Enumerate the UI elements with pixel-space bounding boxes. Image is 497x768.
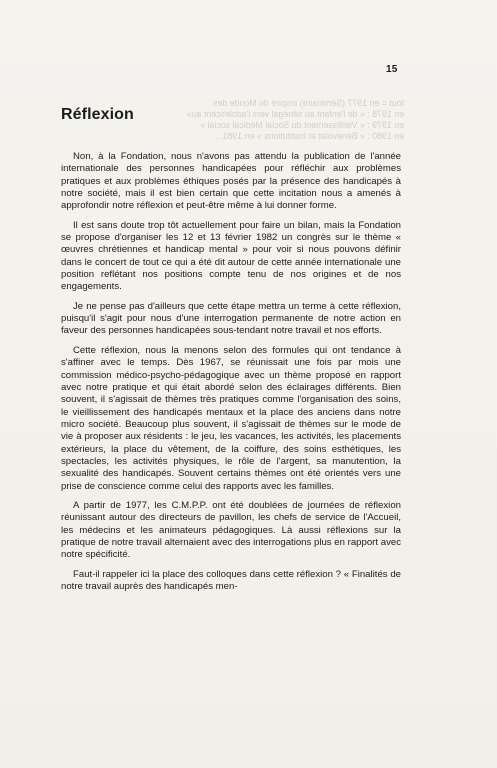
paragraph-1: Non, à la Fondation, nous n'avons pas attendu la publication de l'année internationale des personnes handicapées pour réfléchir aux problèmes pratiques et aux problèmes éthiques posés par la présence des handicapés à notre société, mais il est bien certain que cette incitation nous a amenés à approfondir notre réflexion et peut-être même à lui donner forme. <box>61 151 401 212</box>
bleed-line: en 1979 : « Vieillissement du Social Médical social » <box>200 120 404 130</box>
body-text <box>61 151 401 593</box>
paragraph-3: Je ne pense pas d'ailleurs que cette étape mettra un terme à cette réflexion, puisqu'il s'agit pour nous d'une interrogation permanente de notre action en faveur des personnes handicapées sous-tendant notre travail et nos efforts. <box>61 300 401 337</box>
bleed-line: en 1980 : « Bénévolat et Institutions » en 1981 ... <box>212 131 404 141</box>
paragraph-2: Il est sans doute trop tôt actuellement pour faire un bilan, mais la Fondation se propose d'organiser les 12 et 13 février 1982 un congrès sur le thème « œuvres chrétiennes et handicap mental » pour voir si nous pouvons définir dans le concert de tout ce qui a été dit autour de cette année internationale une position reflétant nos positions compte tenu de nos origines et de nos engagements. <box>61 219 401 293</box>
paragraph-5: A partir de 1977, les C.M.P.P. ont été doublées de journées de réflexion réunissant autour des directeurs de pavillon, les chefs de service de l'Accueil, les médecins et les animateurs pédagogiques. Là aussi réflexions sur la pratique de notre travail alternaient avec des interrogations plus en rapport avec notre spécificité. <box>61 499 401 561</box>
section-heading: Réflexion <box>61 106 134 123</box>
bleed-line: tout = en 1977 (Séminaire) inspiré du Monde des <box>213 98 404 108</box>
bleed-through-text <box>186 98 404 154</box>
bleed-line: en 1978 : « de l'enfant au sénégal vers l'adolescent au» <box>186 109 404 119</box>
paragraph-6: Faut-il rappeler ici la place des colloques dans cette réflexion ? « Finalités de notre travail auprès des handicapés men- <box>61 568 401 592</box>
page-number: 15 <box>386 64 398 75</box>
paragraph-4: Cette réflexion, nous la menons selon des formules qui ont tendance à s'affiner avec le temps. Dès 1967, se réunissait une fois par mois une commission médico-psycho-pédagogique avec un thème proposé en rapport avec notre pratique et qui était abordé selon des éclairages différents. Bien souvent, il s'agissait de thèmes très pratiques comme l'organisation des soins, le vieillissement des handicapés mentaux et la place des anciens dans notre micro société. Beaucoup plus souvent, il s'agissait de thèmes sur le mode de vie à proposer aux résidents : le jeu, les vacances, les activités, les placements extérieurs, la place du vêtement, de la coiffure, des soins esthétiques, les spectacles, les activités physiques, le rôle de l'argent, sa manutention, la sexualité des handicapés. Souvent certains thèmes ont été orientés vers une prise de conscience comme celui des rapports avec les familles. <box>61 344 401 492</box>
